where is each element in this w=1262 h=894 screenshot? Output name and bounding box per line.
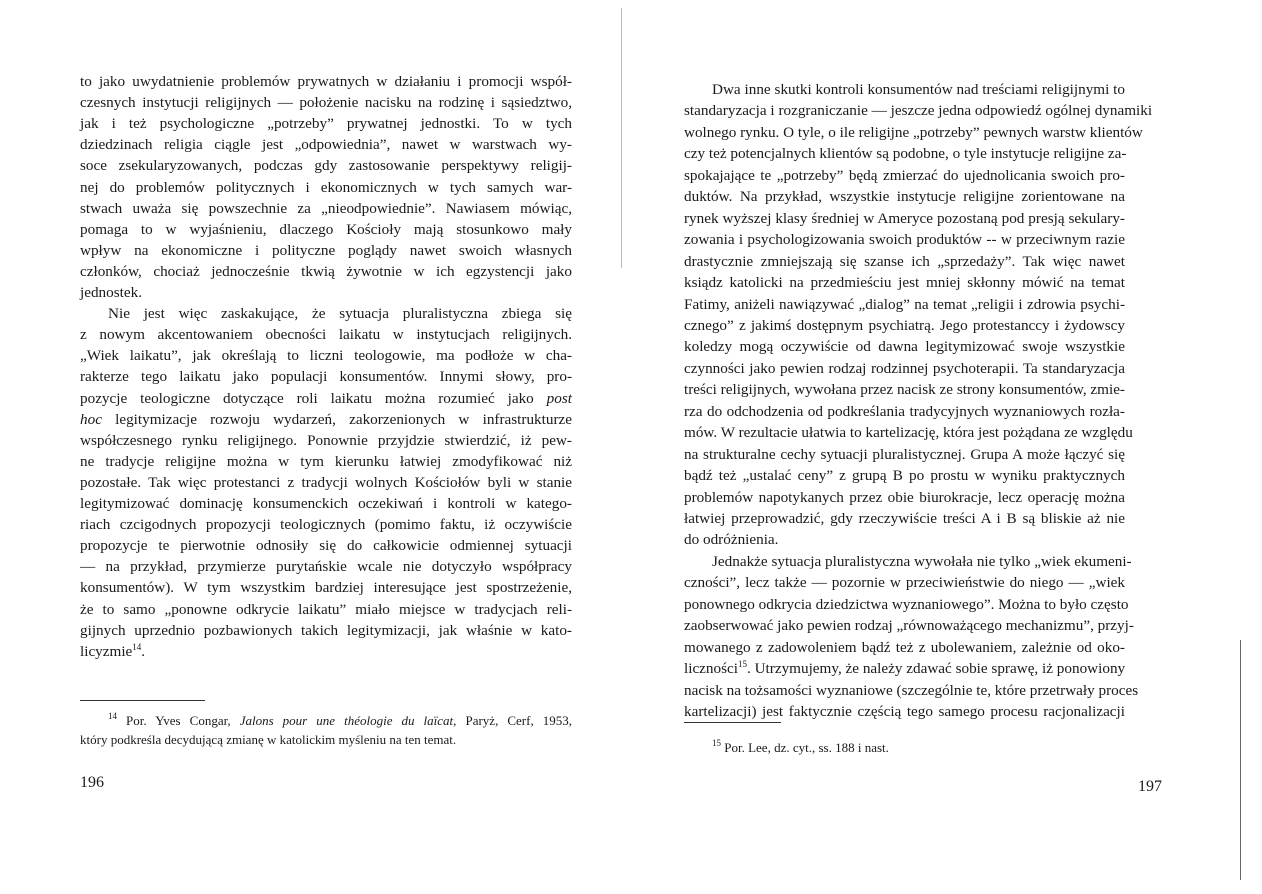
text-line: czesnych instytucji religijnych — położenie nacisku na rodzinę i sąsiedztwo,	[80, 94, 572, 112]
text-line: ponownego odkrycia dziedzictwa wyznaniowego”. Można to było często	[684, 595, 1129, 613]
text-run: . Utrzymujemy, że należy zdawać sobie sprawę, iż ponowiony	[746, 660, 1126, 678]
text-line: mów. W rezultacie ułatwia to kartelizację, która jest pożądana ze względu	[684, 424, 1133, 442]
text-line: że to samo „ponowne odkrycie laikatu” miało miejsce w tradycjach reli-	[80, 600, 572, 618]
text-line: do odróżnienia.	[684, 531, 779, 549]
text-line: drastycznie zmniejszają się szanse ich „sprzedaży”. Tak więc nawet	[684, 252, 1125, 270]
text-run: legitymizacje rozwoju wydarzeń, zakorzenionych w infrastrukturze	[101, 410, 572, 428]
text-line: problemów napotykanych przez obie biurokracje, lecz operację można	[684, 488, 1125, 506]
text-line: czynności jako pewien rodzaj rodzinnej psychoterapii. Ta standaryzacja	[684, 359, 1125, 377]
text-line: soce zsekularyzowanych, podczas gdy zastosowanie perspektywy religij-	[80, 157, 572, 175]
text-line: wpływ na ekonomiczne i polityczne poglądy nawet swoich własnych	[80, 241, 572, 259]
italic-text: Jalons pour une théologie du laïcat	[239, 713, 454, 728]
text-line: gijnych uprzednio pozbawionych takich legitymizacji, jak właśnie w kato-	[80, 621, 572, 639]
footnote-separator	[80, 700, 205, 701]
footnote-ref: 14	[132, 641, 142, 652]
text-run: licyzmie	[80, 642, 133, 660]
text-line: riach czcigodnych propozycji teologicznych (pomimo faktu, iż oczywiście	[80, 516, 572, 534]
scan-gutter-line	[621, 8, 622, 268]
text-line: duktów. Na przykład, wszystkie instytucje religijne zorientowane na	[684, 188, 1125, 206]
text-line: jednostek.	[80, 284, 143, 301]
text-line: ne tradycje religijne można w tym kierunku łatwiej zmodyfikować niż	[80, 452, 572, 470]
text-line: ksiądz katolicki na przedmieściu jest mniej skłonny mówić na temat	[684, 274, 1125, 292]
text-line: na strukturalne cechy sytuacji pluralistycznej. Grupa A może łączyć się	[684, 445, 1125, 463]
text-line: mowanego z zadowoleniem bądź też z ubolewaniem, zależnie od oko-	[684, 638, 1125, 656]
text-line: pozostałe. Tak więc protestanci z tradycji wolnych Kościołów byli w stanie	[80, 473, 572, 491]
text-line: współczesnego rynku religijnego. Ponownie przyjdzie stwierdzić, iż pew-	[80, 431, 572, 449]
text-run: Por. Lee, dz. cyt., ss. 188 i nast.	[721, 740, 889, 755]
text-line: rynek wyższej klasy średniej w Ameryce pozostaną pod presją sekulary-	[684, 209, 1125, 227]
text-run: , Paryż, Cerf, 1953,	[453, 713, 572, 728]
text-line: nacisk na tożsamości wyznaniowe (szczególnie te, które przetrwały proces	[684, 681, 1139, 699]
footnote-ref: 15	[712, 738, 721, 748]
text-line: pomaga to w wyjaśnieniu, dlaczego Kościoły mają stosunkowo mały	[80, 220, 572, 238]
text-line: czności”, lecz także — pozornie w przeciwieństwie do niego — „wiek	[684, 574, 1125, 592]
text-line: kartelizacji) jest faktycznie częścią tego samego procesu racjonalizacji	[684, 703, 1125, 721]
text-line: członków, chociaż jednocześnie tkwią żywotnie w ich egzystencji jako	[80, 262, 572, 280]
text-line: stwach uważa się powszechnie za „nieodpowiednie”. Nawiasem mówiąc,	[80, 199, 572, 217]
text-line: „Wiek laikatu”, jak określają to liczni teologowie, ma podłoże w cha-	[80, 347, 572, 365]
text-run: pozycje teologiczne dotyczące roli laikatu można rozumieć jako	[80, 389, 547, 407]
text-line: dziedzinach religia ciągle jest „odpowiednia”, nawet w warstwach wy-	[80, 136, 572, 154]
text-line: propozycje te pierwotnie odnosiły się do całkowicie odmiennej sytuacji	[80, 537, 572, 555]
footnote-ref: 14	[108, 711, 117, 721]
footnote-line	[80, 713, 572, 729]
text-line: konsumentów). W tym wszystkim bardziej interesujące jest spostrzeżenie,	[80, 579, 572, 597]
text-line: z nowym akcentowaniem obecności laikatu w instytucjach religijnych.	[80, 326, 572, 344]
text-line: Jednakże sytuacja pluralistyczna wywołała nie tylko „wiek ekumeni-	[712, 552, 1132, 570]
text-line: rakterze tego laikatu jako populacji konsumentów. Innymi słowy, pro-	[80, 368, 572, 386]
text-line: czy też potencjalnych klientów są podobne, o tyle instytucje religijne za-	[684, 145, 1127, 163]
text-line: legitymizować dominację konsumenckich oczekiwań i kontroli w katego-	[80, 495, 572, 512]
text-line	[80, 643, 572, 661]
text-line: bądź też „ustalać ceny” z grupą B po prostu w wyniku praktycznych	[684, 467, 1125, 485]
text-line: zaobserwować jako pewien rodzaj „równoważącego mechanizmu”, przyj-	[684, 617, 1134, 635]
page-number: 197	[1138, 778, 1162, 795]
text-line: wolnego rynku. O tyle, o ile religijne „potrzeby” pewnych warstw klientów	[684, 123, 1143, 141]
text-line: koledzy mogą oczywiście od dawna legitymizować swoje wszystkie	[684, 338, 1125, 356]
text-line	[80, 411, 572, 429]
text-line: rza do odchodzenia od podkreślania tradycyjnych wyznaniowych rozła-	[684, 402, 1125, 420]
footnote-line	[684, 740, 1125, 756]
text-line: treści religijnych, wywołana przez nacisk ze strony konsumentów, zmie-	[684, 381, 1125, 399]
text-line: nej do problemów politycznych i ekonomicznych w tych samych war-	[80, 178, 572, 196]
text-line	[684, 660, 1125, 678]
italic-text: post	[546, 389, 572, 407]
text-run: liczności	[684, 660, 738, 678]
text-line: cznego” z jakimś dostępnym psychiatrą. Jego protestanccy i żydowscy	[684, 316, 1125, 334]
text-line: to jako uwydatnienie problemów prywatnych w działaniu i promocji współ-	[80, 73, 572, 90]
italic-text: hoc	[80, 410, 102, 428]
text-line: standaryzacja i rozgraniczanie — jeszcze jedna odpowiedź ogólnej dynamiki	[684, 102, 1153, 120]
text-line	[80, 390, 572, 408]
page-number: 196	[80, 774, 104, 791]
text-line: zowania i psychologizowania swoich produktów -- w przeciwnym razie	[684, 231, 1125, 249]
text-run: .	[141, 642, 146, 660]
text-line: spokajające te „potrzeby” będą zmierzać do ujednolicania swoich pro-	[684, 166, 1125, 184]
text-line: Fatimy, aniżeli nawiązywać „dialog” na temat „religii i zdrowia psychi-	[684, 295, 1125, 313]
footnote-line: który podkreśla decydującą zmianę w katolickim myśleniu na ten temat.	[80, 732, 457, 747]
scan-edge-line	[1240, 640, 1241, 880]
text-line: Dwa inne skutki kontroli konsumentów nad treściami religijnymi to	[712, 81, 1125, 98]
footnote-ref: 15	[737, 659, 747, 670]
footnote-separator	[684, 722, 781, 723]
text-run: Por. Yves Congar,	[117, 713, 240, 728]
text-line: jak i też psychologiczne „potrzeby” prywatnej jednostki. To w tych	[80, 115, 572, 133]
right-page	[631, 0, 1262, 894]
text-line: Nie jest więc zaskakujące, że sytuacja pluralistyczna zbiega się	[108, 305, 572, 323]
text-line: — na przykład, przymierze purytańskie wcale nie dotyczyło współpracy	[80, 558, 572, 576]
text-line: łatwiej przeprowadzić, gdy rzeczywiście treści A i B są bliskie aż nie	[684, 510, 1125, 527]
